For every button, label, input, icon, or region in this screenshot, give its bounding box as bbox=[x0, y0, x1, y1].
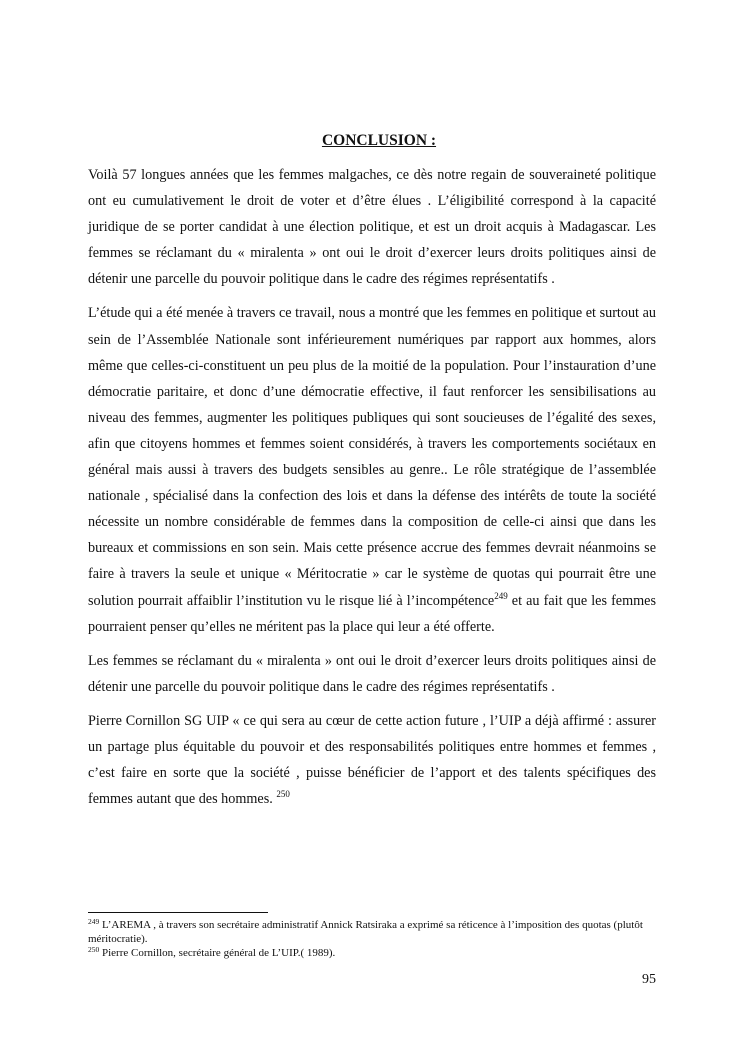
paragraph-3: Les femmes se réclamant du « miralenta » ont oui le droit d’exercer leurs droits politiques ainsi de détenir une parcelle du pouvoir politique dans le cadre des régimes représentatifs . bbox=[88, 652, 656, 695]
footnote-249 bbox=[88, 918, 656, 946]
page-title bbox=[88, 131, 656, 151]
footnote-number: 250 bbox=[88, 945, 100, 954]
conclusion-heading: CONCLUSION : bbox=[321, 132, 437, 149]
footnote-text: L’AREMA , à travers son secrétaire administratif Annick Ratsiraka a exprimé sa réticence à l’imposition des quotas (plutôt méritocratie). bbox=[88, 919, 643, 945]
body-text bbox=[88, 162, 656, 820]
footnote-number: 249 bbox=[88, 917, 100, 926]
paragraph-2-text: L’étude qui a été menée à travers ce travail, nous a montré que les femmes en politique et surtout au sein de l’Assemblée Nationale sont inférieurement numériques par rapport aux hommes, alors même que celles-ci-constituent un peu plus de la moitié de la population. Pour l’instauration d’une démocratie paritaire, et donc d’une démocratie effective, il faut renforcer les sensibilisations au niveau des femmes, augmenter les politiques publiques qui sont soucieuses de l’égalité des sexes, afin que citoyens hommes et femmes soient considérés, à travers les comportements sociétaux en général mais aussi à travers des budgets sensibles au genre.. Le rôle stratégique de l’assemblée nationale , spécialisé dans la confection des lois et dans la défense des intérêts de toute la société nécessite un nombre considérable de femmes dans la composition de celle-ci ainsi que dans les bureaux et commissions en son sein. Mais cette présence accrue des femmes devrait néanmoins se faire à travers la seule et unique « Méritocratie » car le système de quotas qui pourrait être une solution pourrait affaiblir l’institution vu le risque lié à l’incompétence bbox=[88, 305, 656, 609]
footnote-separator bbox=[88, 912, 268, 913]
paragraph-1: Voilà 57 longues années que les femmes malgaches, ce dès notre regain de souveraineté politique ont eu cumulativement le droit de voter et d’être élues . L’éligibilité correspond à la capacité juridique de se porter candidat à une élection politique, et est un droit acquis à Madagascar. Les femmes se réclamant du « miralenta » ont oui le droit d’exercer leurs droits politiques ainsi de détenir une parcelle du pouvoir politique dans le cadre des régimes représentatifs . bbox=[88, 167, 656, 288]
footnote-text: Pierre Cornillon, secrétaire général de L’UIP.( 1989). bbox=[99, 947, 336, 959]
paragraph-4-text: Pierre Cornillon SG UIP « ce qui sera au cœur de cette action future , l’UIP a déjà affirmé : assurer un partage plus équitable du pouvoir et des responsabilités politiques entre hommes et femmes , c’est faire en sorte que la société , puisse bénéficier de l’apport et des talents spécifiques des femmes autant que des hommes. bbox=[88, 712, 656, 808]
paragraph-2-text-end: et au fait que les femmes pourraient penser qu’elles ne méritent pas la place qui leur a été offerte. bbox=[88, 592, 656, 635]
page-number: 95 bbox=[642, 972, 656, 987]
footnote-ref-249[interactable]: 249 bbox=[494, 590, 508, 601]
paragraph-2 bbox=[88, 300, 656, 639]
footnotes bbox=[88, 918, 656, 960]
footnote-250 bbox=[88, 946, 656, 960]
footnote-ref-250[interactable]: 250 bbox=[276, 789, 290, 800]
paragraph-4 bbox=[88, 708, 656, 812]
